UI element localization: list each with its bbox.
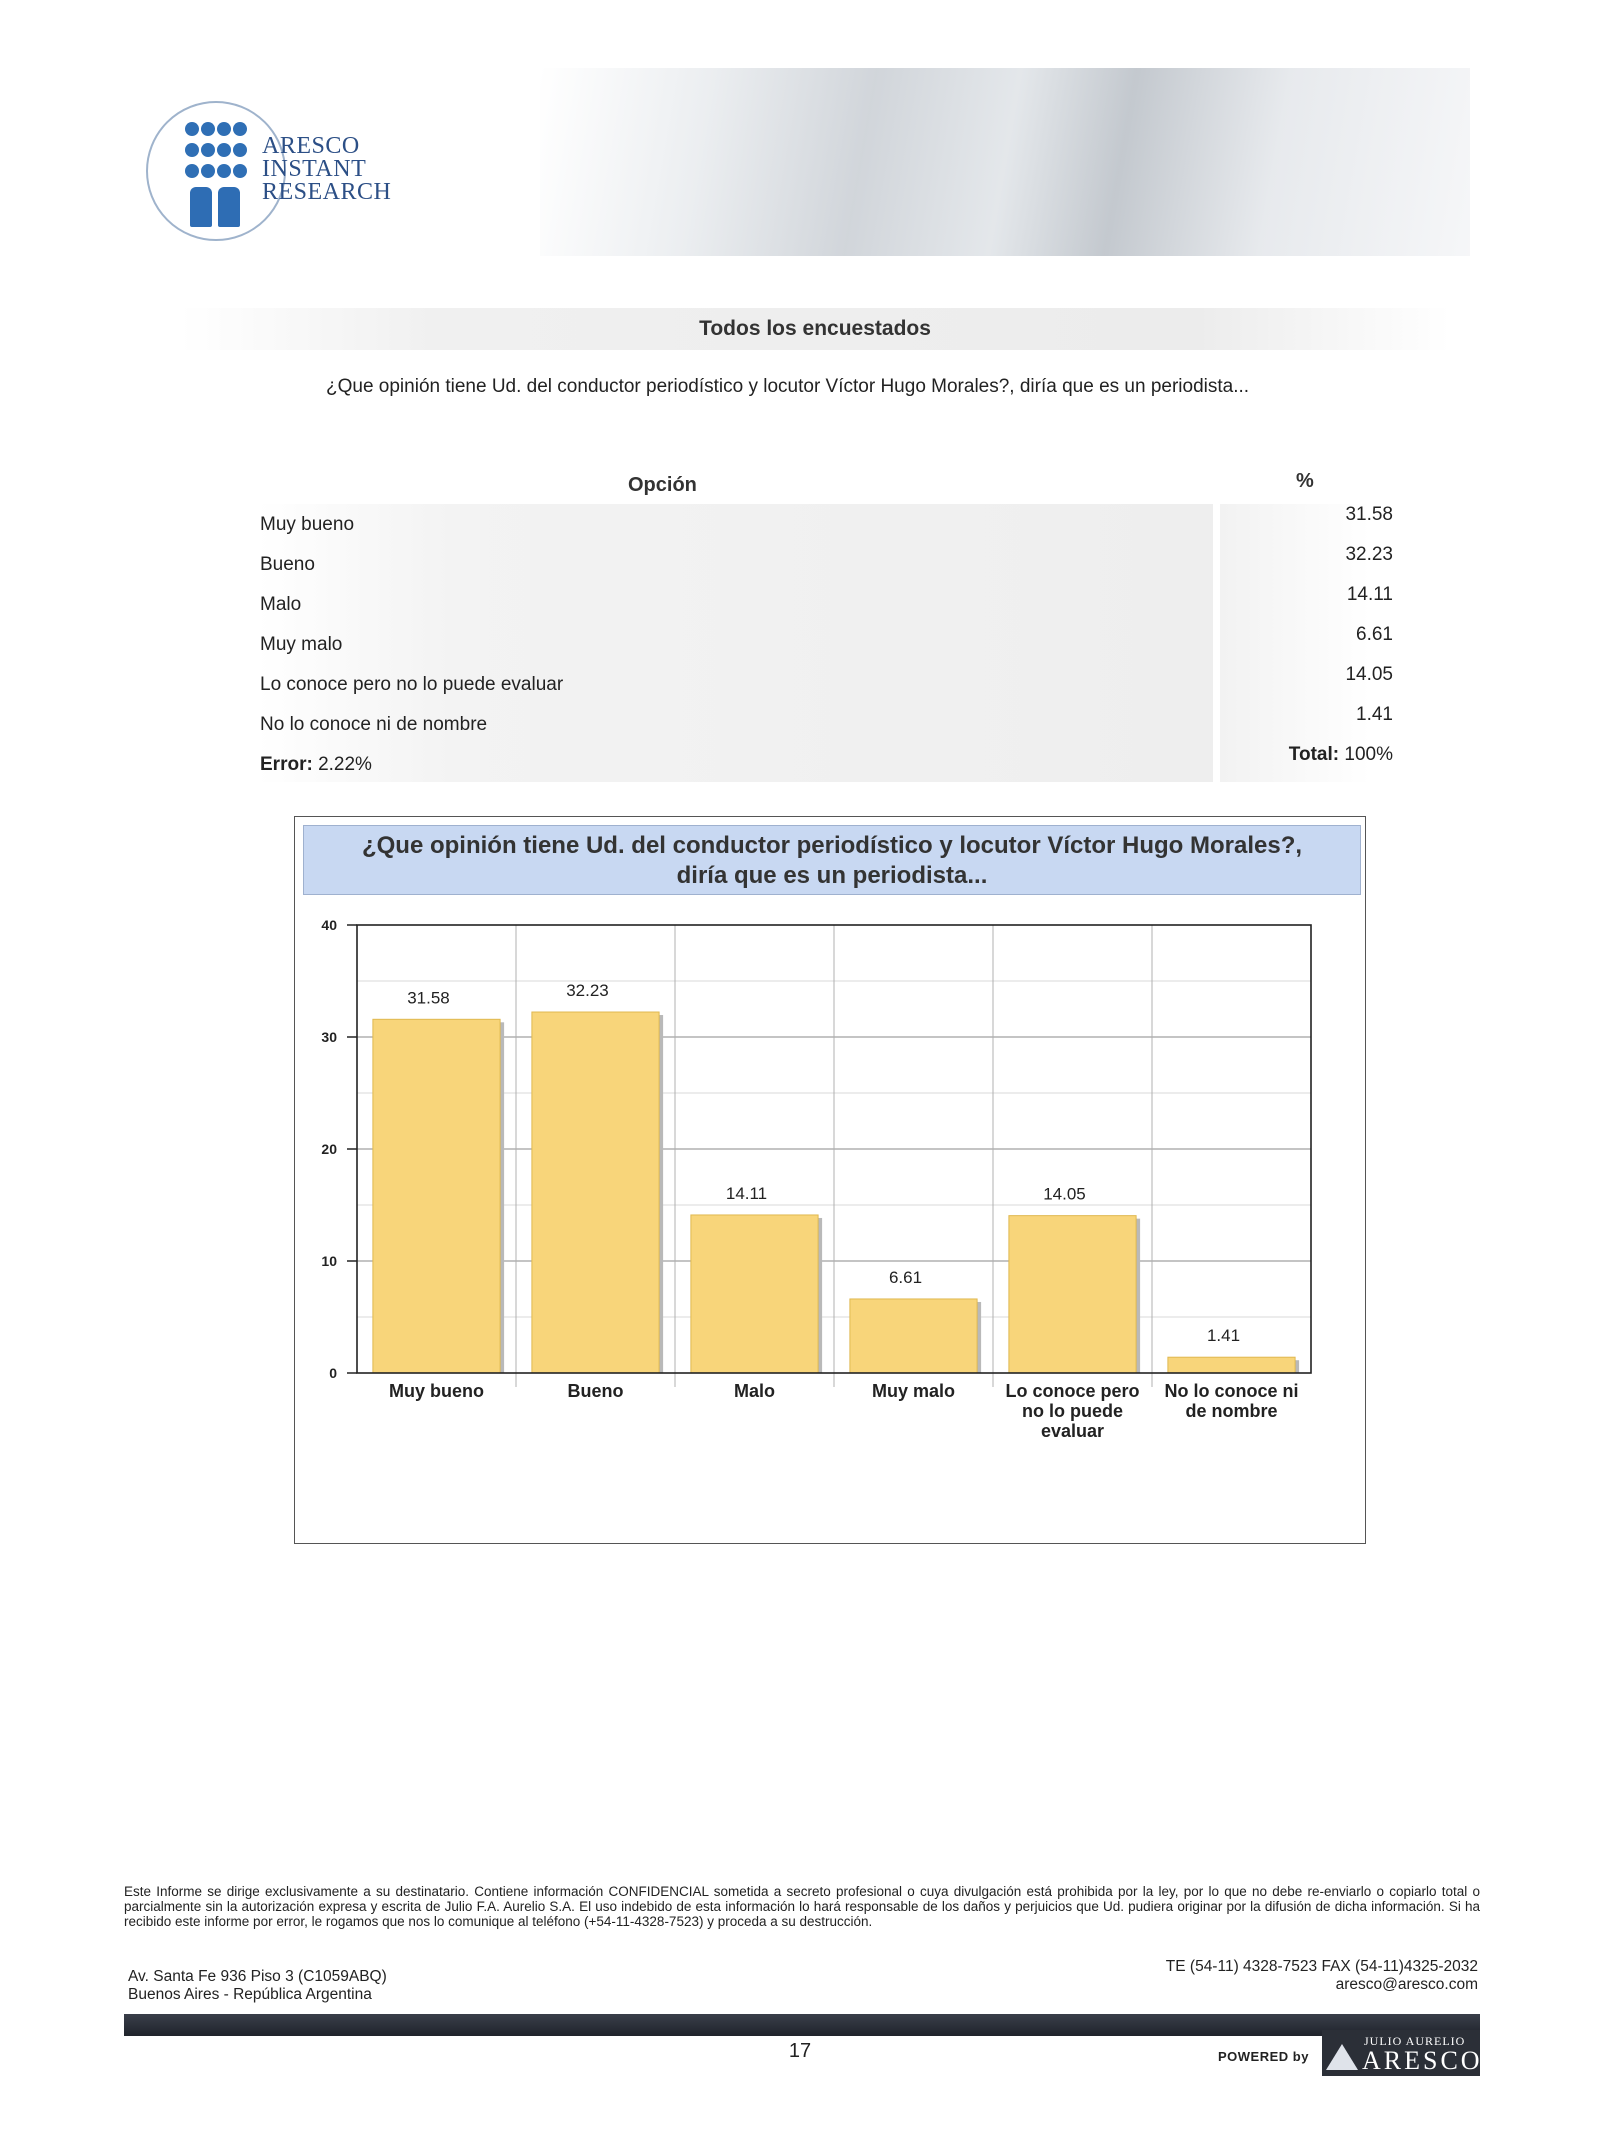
row-label: Malo [260,594,302,615]
data-label: 1.41 [1206,1326,1241,1346]
chart-plot [295,817,1365,1543]
error-margin [260,754,372,776]
row-value: 6.61 [1356,624,1393,645]
y-tick-label: 10 [321,1253,337,1269]
data-label: 6.61 [888,1267,923,1287]
category-label: Muy bueno [389,1381,484,1401]
table-row [258,664,1393,704]
data-label: 31.58 [407,988,450,1008]
logo-text [262,135,391,204]
total [1289,744,1393,766]
address-line-1: Av. Santa Fe 936 Piso 3 (C1059ABQ) [128,1968,387,1985]
bar [1009,1216,1136,1373]
confidentiality-disclaimer: Este Informe se dirige exclusivamente a su destinatario. Contiene información CONFIDENCIAL sometida a secreto profesional o cuya divulgación está prohibida por la ley, por lo que no debe re-enviarlo o copiarlo total o parcialmente sin la autorización expresa y escrita de Julio F.A. Aurelio S.A. El uso indebido de esta información lo hará responsable de los daños y perjuicios que Ud. pudiera originar por la difusión de dicha información. Si ha recibido este informe por error, le rogamos que nos lo comunique al teléfono (+54-11-4328-7523) y proceda a su destrucción. [124,1884,1480,1929]
section-title: Todos los encuestados [180,308,1450,350]
category-label: evaluar [1040,1421,1105,1441]
row-label: Lo conoce pero no lo puede evaluar [260,674,564,695]
row-label: Bueno [260,554,315,575]
row-label: Muy bueno [260,514,355,535]
row-value: 31.58 [1345,504,1393,525]
logo-line-3: RESEARCH [262,179,392,205]
results-table [258,464,1398,784]
powered-by-label: POWERED by [1218,2049,1309,2064]
table-row [258,584,1393,624]
phone-fax: TE (54-11) 4328-7523 FAX (54-11)4325-2032 [1165,1958,1478,1975]
row-label: Muy malo [260,634,343,655]
error-label: Error: [260,754,313,775]
triangle-icon [1326,2044,1358,2070]
julio-aurelio-aresco-logo [1322,2030,1483,2076]
address-line-2: Buenos Aires - República Argentina [128,1986,372,2003]
category-label: Muy malo [871,1381,956,1401]
postal-address [128,1968,387,2004]
chart-title-line-1: ¿Que opinión tiene Ud. del conductor periodístico y locutor Víctor Hugo Morales?, [361,832,1303,859]
page-number: 17 [788,2040,812,2062]
logo-people-icon [184,121,254,184]
category-label: no lo puede [1022,1401,1123,1421]
row-value: 14.11 [1346,584,1393,605]
row-value: 1.41 [1356,704,1393,725]
category-label: Lo conoce pero [1005,1381,1140,1401]
error-value: 2.22% [318,754,372,775]
bar-chart [294,816,1366,1544]
bar [532,1012,659,1373]
total-label: Total: [1288,744,1340,765]
row-value: 32.23 [1345,544,1393,565]
bar [373,1019,500,1373]
category-label: Malo [733,1381,776,1401]
footer-bar [124,2014,1480,2036]
aresco-instant-research-logo [140,95,390,245]
row-label: No lo conoce ni de nombre [260,714,488,735]
contact-info [1166,1958,1478,1994]
column-header-percent: % [1296,470,1314,492]
y-tick-label: 20 [321,1141,337,1157]
table-row [258,504,1393,544]
bar [850,1299,977,1373]
brand-small-text: JULIO AURELIO [1364,2034,1466,2048]
category-label: de nombre [1185,1401,1278,1421]
table-row [258,704,1393,744]
bar [691,1215,818,1373]
chart-title-line-2: diría que es un periodista... [676,862,988,889]
data-label: 14.11 [725,1183,768,1203]
logo-line-1: ARESCO [262,133,360,159]
column-header-option: Opción [628,474,697,496]
data-label: 14.05 [1043,1184,1086,1204]
y-tick-label: 30 [321,1029,337,1045]
email-address: aresco@aresco.com [1335,1976,1478,1993]
header-banner-image [540,68,1470,256]
data-label: 32.23 [566,981,609,1001]
total-value: 100% [1344,744,1393,765]
table-row [258,624,1393,664]
row-value: 14.05 [1345,664,1393,685]
bar [1168,1357,1295,1373]
survey-question: ¿Que opinión tiene Ud. del conductor periodístico y locutor Víctor Hugo Morales?, diría que es un periodista... [326,376,1250,397]
brand-big-text: ARESCO [1362,2046,1483,2075]
category-label: No lo conoce ni [1164,1381,1299,1401]
logo-line-2: INSTANT [262,156,367,182]
y-tick-label: 40 [321,917,337,933]
y-tick-label: 0 [329,1365,337,1381]
table-row [258,544,1393,584]
category-label: Bueno [567,1381,624,1401]
